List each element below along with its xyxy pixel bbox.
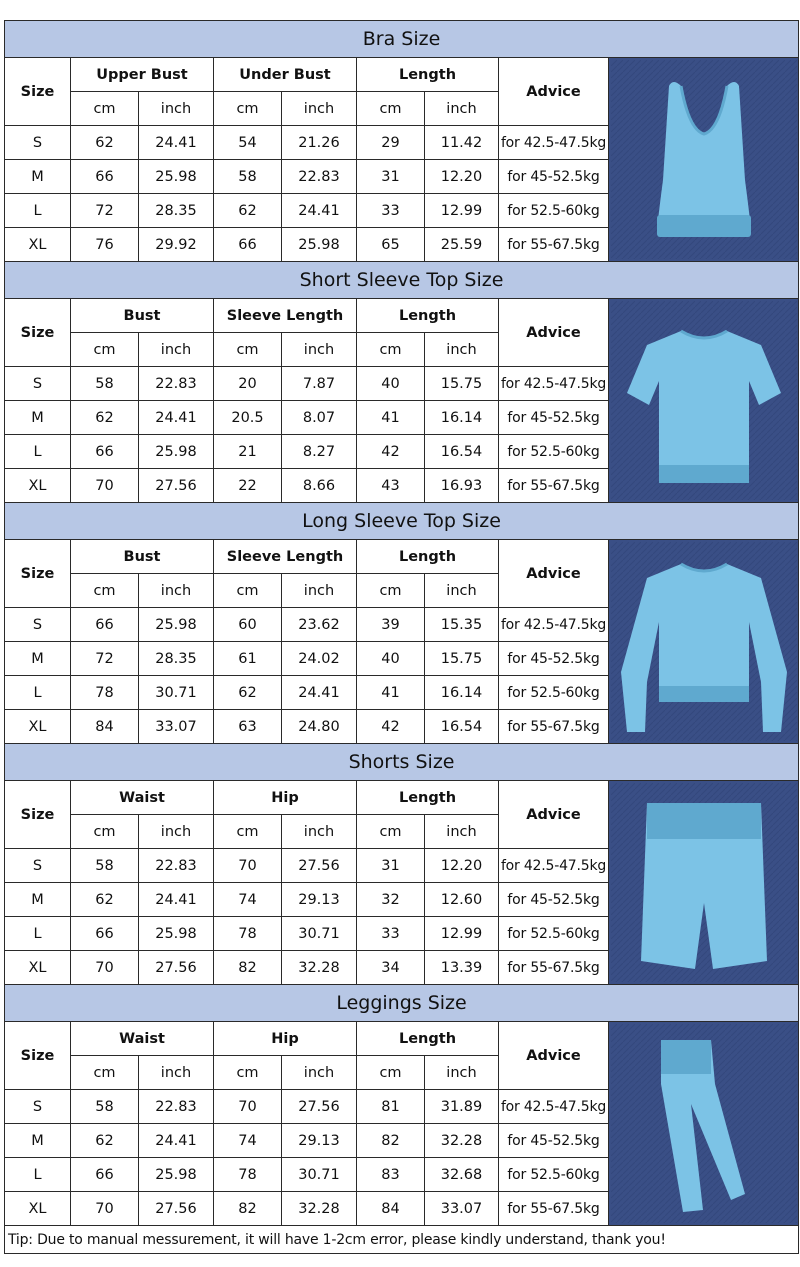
value-cell: 70	[214, 1090, 282, 1124]
advice-header: Advice	[499, 58, 609, 126]
size-cell: S	[5, 1090, 71, 1124]
value-cell: 66	[71, 608, 139, 642]
value-cell: 22.83	[139, 367, 214, 401]
unit-cm: cm	[214, 92, 282, 126]
unit-inch: inch	[425, 92, 499, 126]
value-cell: 42	[357, 710, 425, 744]
advice-header: Advice	[499, 781, 609, 849]
unit-cm: cm	[71, 1056, 139, 1090]
unit-inch: inch	[139, 92, 214, 126]
value-cell: 16.54	[425, 435, 499, 469]
section-title: Bra Size	[5, 21, 799, 58]
value-cell: 24.02	[282, 642, 357, 676]
value-cell: 58	[71, 849, 139, 883]
value-cell: 20.5	[214, 401, 282, 435]
value-cell: 31	[357, 849, 425, 883]
size-cell: S	[5, 126, 71, 160]
size-cell: XL	[5, 228, 71, 262]
measure-header: Length	[357, 58, 499, 92]
value-cell: 12.99	[425, 917, 499, 951]
value-cell: 7.87	[282, 367, 357, 401]
advice-cell: for 45-52.5kg	[499, 883, 609, 917]
advice-cell: for 42.5-47.5kg	[499, 1090, 609, 1124]
value-cell: 29.92	[139, 228, 214, 262]
unit-cm: cm	[357, 1056, 425, 1090]
advice-cell: for 42.5-47.5kg	[499, 608, 609, 642]
value-cell: 22.83	[139, 1090, 214, 1124]
value-cell: 25.98	[139, 1158, 214, 1192]
measure-header: Waist	[71, 781, 214, 815]
value-cell: 62	[214, 676, 282, 710]
unit-inch: inch	[425, 333, 499, 367]
value-cell: 32.68	[425, 1158, 499, 1192]
value-cell: 12.20	[425, 849, 499, 883]
size-header: Size	[5, 781, 71, 849]
value-cell: 13.39	[425, 951, 499, 985]
section-title: Leggings Size	[5, 985, 799, 1022]
value-cell: 61	[214, 642, 282, 676]
value-cell: 15.75	[425, 642, 499, 676]
unit-inch: inch	[139, 1056, 214, 1090]
value-cell: 21	[214, 435, 282, 469]
value-cell: 25.59	[425, 228, 499, 262]
value-cell: 32.28	[282, 1192, 357, 1226]
header-row	[5, 781, 799, 815]
value-cell: 62	[214, 194, 282, 228]
value-cell: 58	[214, 160, 282, 194]
measure-header: Under Bust	[214, 58, 357, 92]
value-cell: 72	[71, 194, 139, 228]
value-cell: 20	[214, 367, 282, 401]
measure-header: Sleeve Length	[214, 540, 357, 574]
size-cell: S	[5, 608, 71, 642]
header-row	[5, 540, 799, 574]
value-cell: 78	[214, 1158, 282, 1192]
value-cell: 31.89	[425, 1090, 499, 1124]
size-cell: L	[5, 917, 71, 951]
section-title-row	[5, 21, 799, 58]
value-cell: 39	[357, 608, 425, 642]
value-cell: 24.41	[139, 883, 214, 917]
value-cell: 74	[214, 1124, 282, 1158]
value-cell: 33	[357, 194, 425, 228]
measure-header: Length	[357, 781, 499, 815]
advice-cell: for 42.5-47.5kg	[499, 126, 609, 160]
shorts-photo	[609, 781, 799, 985]
measure-header: Length	[357, 299, 499, 333]
value-cell: 33.07	[425, 1192, 499, 1226]
unit-cm: cm	[71, 333, 139, 367]
size-cell: L	[5, 194, 71, 228]
value-cell: 70	[214, 849, 282, 883]
advice-header: Advice	[499, 1022, 609, 1090]
value-cell: 84	[71, 710, 139, 744]
value-cell: 11.42	[425, 126, 499, 160]
section-title: Long Sleeve Top Size	[5, 503, 799, 540]
value-cell: 29.13	[282, 883, 357, 917]
measure-header: Length	[357, 1022, 499, 1056]
advice-cell: for 52.5-60kg	[499, 676, 609, 710]
size-cell: XL	[5, 710, 71, 744]
value-cell: 12.99	[425, 194, 499, 228]
unit-inch: inch	[425, 1056, 499, 1090]
advice-cell: for 52.5-60kg	[499, 917, 609, 951]
measure-header: Length	[357, 540, 499, 574]
value-cell: 34	[357, 951, 425, 985]
value-cell: 62	[71, 401, 139, 435]
measure-header: Bust	[71, 299, 214, 333]
value-cell: 25.98	[139, 160, 214, 194]
value-cell: 63	[214, 710, 282, 744]
advice-header: Advice	[499, 540, 609, 608]
measure-header: Upper Bust	[71, 58, 214, 92]
value-cell: 41	[357, 401, 425, 435]
value-cell: 8.07	[282, 401, 357, 435]
value-cell: 24.41	[139, 126, 214, 160]
value-cell: 30.71	[282, 917, 357, 951]
value-cell: 29	[357, 126, 425, 160]
value-cell: 82	[357, 1124, 425, 1158]
value-cell: 70	[71, 469, 139, 503]
advice-cell: for 45-52.5kg	[499, 401, 609, 435]
advice-cell: for 52.5-60kg	[499, 1158, 609, 1192]
advice-cell: for 55-67.5kg	[499, 710, 609, 744]
value-cell: 66	[214, 228, 282, 262]
leggings-photo	[609, 1022, 799, 1226]
value-cell: 66	[71, 435, 139, 469]
value-cell: 65	[357, 228, 425, 262]
value-cell: 24.41	[282, 676, 357, 710]
tip-text: Tip: Due to manual messurement, it will have 1-2cm error, please kindly understand, thank you!	[5, 1226, 799, 1254]
value-cell: 22	[214, 469, 282, 503]
advice-cell: for 45-52.5kg	[499, 160, 609, 194]
value-cell: 21.26	[282, 126, 357, 160]
value-cell: 24.41	[139, 1124, 214, 1158]
unit-cm: cm	[357, 815, 425, 849]
value-cell: 25.98	[282, 228, 357, 262]
unit-cm: cm	[214, 1056, 282, 1090]
value-cell: 83	[357, 1158, 425, 1192]
size-cell: S	[5, 367, 71, 401]
sports-bra-photo	[609, 58, 799, 262]
value-cell: 70	[71, 951, 139, 985]
short-sleeve-top-image	[611, 301, 797, 500]
value-cell: 32.28	[282, 951, 357, 985]
value-cell: 24.41	[282, 194, 357, 228]
size-header: Size	[5, 299, 71, 367]
value-cell: 22.83	[282, 160, 357, 194]
header-row	[5, 1022, 799, 1056]
value-cell: 33.07	[139, 710, 214, 744]
value-cell: 62	[71, 1124, 139, 1158]
value-cell: 58	[71, 367, 139, 401]
size-cell: L	[5, 1158, 71, 1192]
size-chart	[4, 20, 798, 1254]
value-cell: 22.83	[139, 849, 214, 883]
unit-cm: cm	[71, 92, 139, 126]
value-cell: 12.60	[425, 883, 499, 917]
value-cell: 16.14	[425, 401, 499, 435]
value-cell: 82	[214, 1192, 282, 1226]
size-cell: XL	[5, 951, 71, 985]
value-cell: 16.93	[425, 469, 499, 503]
value-cell: 28.35	[139, 642, 214, 676]
measure-header: Hip	[214, 1022, 357, 1056]
value-cell: 62	[71, 883, 139, 917]
size-cell: S	[5, 849, 71, 883]
value-cell: 16.14	[425, 676, 499, 710]
measure-header: Bust	[71, 540, 214, 574]
measure-header: Sleeve Length	[214, 299, 357, 333]
value-cell: 74	[214, 883, 282, 917]
value-cell: 62	[71, 126, 139, 160]
advice-cell: for 45-52.5kg	[499, 1124, 609, 1158]
size-header: Size	[5, 58, 71, 126]
section-title-row	[5, 744, 799, 781]
value-cell: 76	[71, 228, 139, 262]
value-cell: 32.28	[425, 1124, 499, 1158]
unit-inch: inch	[139, 574, 214, 608]
value-cell: 40	[357, 642, 425, 676]
size-cell: XL	[5, 1192, 71, 1226]
value-cell: 78	[214, 917, 282, 951]
advice-cell: for 52.5-60kg	[499, 435, 609, 469]
unit-cm: cm	[71, 574, 139, 608]
unit-inch: inch	[282, 815, 357, 849]
value-cell: 66	[71, 160, 139, 194]
unit-cm: cm	[357, 92, 425, 126]
advice-cell: for 45-52.5kg	[499, 642, 609, 676]
value-cell: 30.71	[282, 1158, 357, 1192]
value-cell: 24.80	[282, 710, 357, 744]
value-cell: 27.56	[139, 1192, 214, 1226]
size-cell: M	[5, 1124, 71, 1158]
value-cell: 8.66	[282, 469, 357, 503]
value-cell: 27.56	[282, 1090, 357, 1124]
value-cell: 15.35	[425, 608, 499, 642]
unit-cm: cm	[71, 815, 139, 849]
value-cell: 82	[214, 951, 282, 985]
value-cell: 60	[214, 608, 282, 642]
value-cell: 54	[214, 126, 282, 160]
section-title: Shorts Size	[5, 744, 799, 781]
value-cell: 84	[357, 1192, 425, 1226]
value-cell: 43	[357, 469, 425, 503]
short-sleeve-top-photo	[609, 299, 799, 503]
value-cell: 25.98	[139, 917, 214, 951]
header-row	[5, 299, 799, 333]
size-header: Size	[5, 540, 71, 608]
value-cell: 29.13	[282, 1124, 357, 1158]
unit-inch: inch	[282, 574, 357, 608]
unit-inch: inch	[282, 1056, 357, 1090]
section-title: Short Sleeve Top Size	[5, 262, 799, 299]
unit-inch: inch	[139, 333, 214, 367]
value-cell: 8.27	[282, 435, 357, 469]
measure-header: Waist	[71, 1022, 214, 1056]
size-cell: M	[5, 401, 71, 435]
value-cell: 31	[357, 160, 425, 194]
long-sleeve-top-image	[611, 542, 797, 741]
size-cell: M	[5, 883, 71, 917]
advice-cell: for 55-67.5kg	[499, 228, 609, 262]
value-cell: 27.56	[139, 951, 214, 985]
value-cell: 33	[357, 917, 425, 951]
value-cell: 81	[357, 1090, 425, 1124]
unit-inch: inch	[425, 574, 499, 608]
advice-cell: for 55-67.5kg	[499, 951, 609, 985]
value-cell: 70	[71, 1192, 139, 1226]
unit-inch: inch	[425, 815, 499, 849]
value-cell: 16.54	[425, 710, 499, 744]
value-cell: 42	[357, 435, 425, 469]
advice-cell: for 55-67.5kg	[499, 1192, 609, 1226]
size-cell: M	[5, 160, 71, 194]
size-cell: M	[5, 642, 71, 676]
unit-inch: inch	[282, 333, 357, 367]
value-cell: 66	[71, 1158, 139, 1192]
unit-inch: inch	[282, 92, 357, 126]
unit-cm: cm	[214, 574, 282, 608]
advice-cell: for 42.5-47.5kg	[499, 849, 609, 883]
header-row	[5, 58, 799, 92]
unit-cm: cm	[214, 815, 282, 849]
advice-cell: for 42.5-47.5kg	[499, 367, 609, 401]
value-cell: 41	[357, 676, 425, 710]
value-cell: 72	[71, 642, 139, 676]
section-title-row	[5, 503, 799, 540]
size-cell: L	[5, 435, 71, 469]
value-cell: 15.75	[425, 367, 499, 401]
unit-cm: cm	[357, 333, 425, 367]
size-cell: XL	[5, 469, 71, 503]
advice-cell: for 55-67.5kg	[499, 469, 609, 503]
value-cell: 27.56	[139, 469, 214, 503]
size-header: Size	[5, 1022, 71, 1090]
leggings-image	[611, 1024, 797, 1223]
value-cell: 12.20	[425, 160, 499, 194]
value-cell: 27.56	[282, 849, 357, 883]
advice-header: Advice	[499, 299, 609, 367]
value-cell: 78	[71, 676, 139, 710]
value-cell: 32	[357, 883, 425, 917]
value-cell: 25.98	[139, 435, 214, 469]
section-title-row	[5, 985, 799, 1022]
tip-row	[5, 1226, 799, 1254]
value-cell: 24.41	[139, 401, 214, 435]
value-cell: 25.98	[139, 608, 214, 642]
size-chart-table	[4, 20, 799, 1254]
section-title-row	[5, 262, 799, 299]
size-cell: L	[5, 676, 71, 710]
value-cell: 40	[357, 367, 425, 401]
unit-cm: cm	[214, 333, 282, 367]
value-cell: 58	[71, 1090, 139, 1124]
value-cell: 30.71	[139, 676, 214, 710]
measure-header: Hip	[214, 781, 357, 815]
sports-bra-image	[611, 60, 797, 259]
value-cell: 66	[71, 917, 139, 951]
advice-cell: for 52.5-60kg	[499, 194, 609, 228]
shorts-image	[611, 783, 797, 982]
value-cell: 28.35	[139, 194, 214, 228]
long-sleeve-top-photo	[609, 540, 799, 744]
unit-inch: inch	[139, 815, 214, 849]
value-cell: 23.62	[282, 608, 357, 642]
unit-cm: cm	[357, 574, 425, 608]
